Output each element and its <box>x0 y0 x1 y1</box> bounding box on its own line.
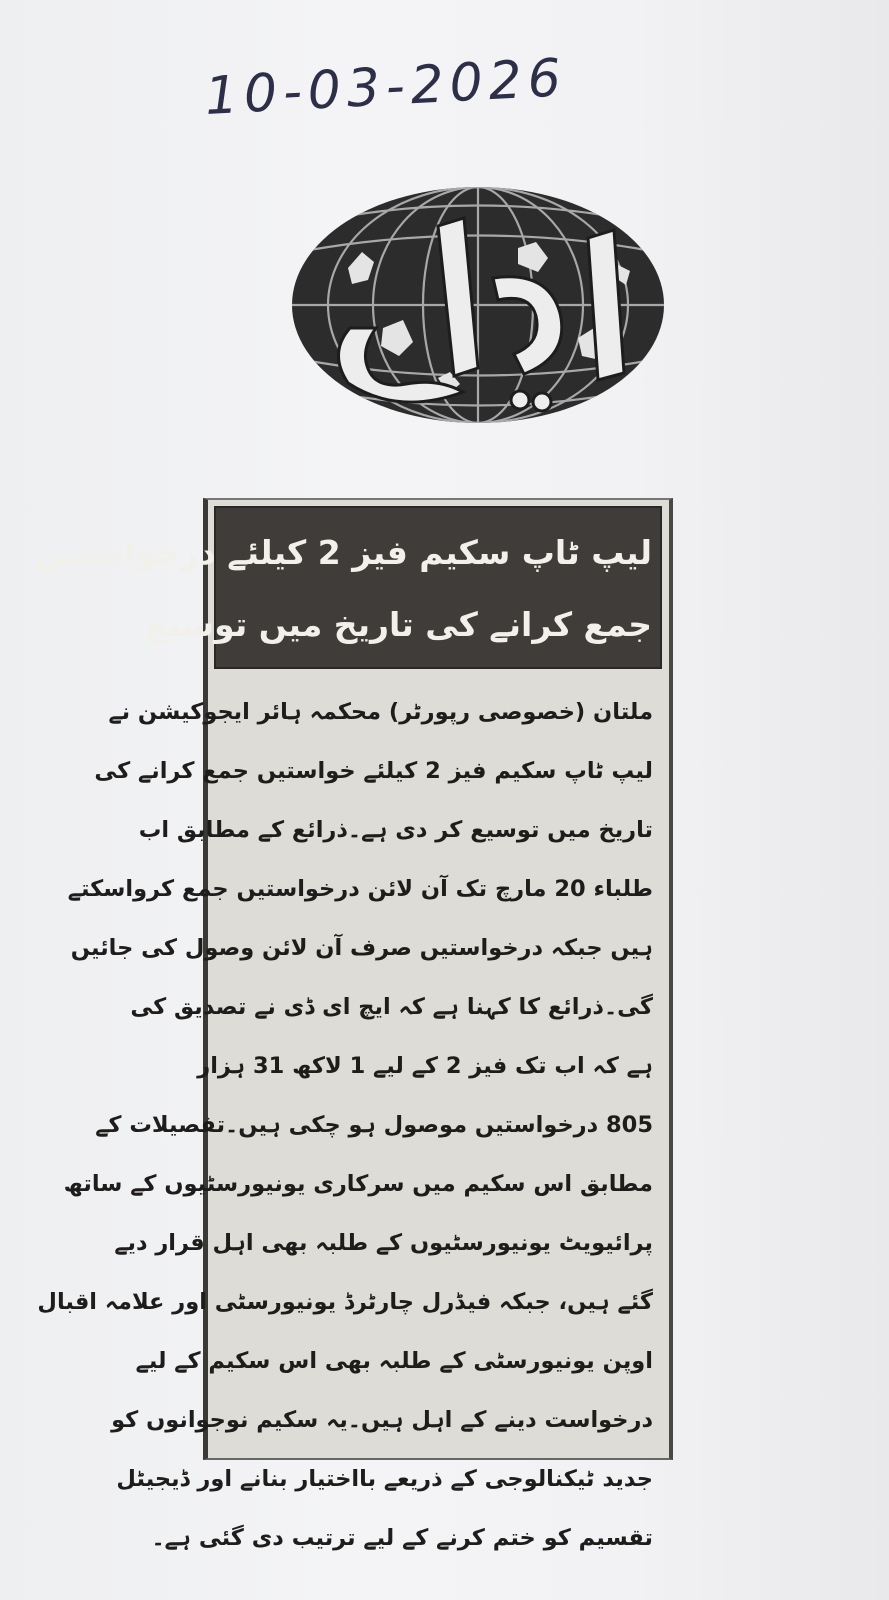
body-line: ملتان (خصوصی رپورٹر) محکمہ ہائر ایجوکیشن نے <box>108 699 653 725</box>
body-line: درخواست دینے کے اہل ہیں۔یہ سکیم نوجوانوں کو <box>111 1407 653 1433</box>
headline-line: لیپ ٹاپ سکیم فیز 2 کیلئے درخواستیں <box>35 533 652 572</box>
news-clipping <box>35 498 673 1551</box>
handwritten-date: 10-03-2026 <box>203 48 569 127</box>
body-line-last: تقسیم کو ختم کرنے کے لیے ترتیب دی گئی ہے۔ <box>151 1525 653 1551</box>
body-line: اوپن یونیورسٹی کے طلبہ بھی اس سکیم کے لیے <box>135 1348 653 1374</box>
body-line: مطابق اس سکیم میں سرکاری یونیورسٹیوں کے ساتھ <box>63 1171 653 1197</box>
body-line: ہیں جبکہ درخواستیں صرف آن لائن وصول کی جائیں <box>70 935 653 961</box>
body-line: گی۔ذرائع کا کہنا ہے کہ ایچ ای ڈی نے تصدیق کی <box>130 994 653 1020</box>
body-line: ہے کہ اب تک فیز 2 کے لیے 1 لاکھ 31 ہزار <box>197 1053 653 1079</box>
body-line: 805 درخواستیں موصول ہو چکی ہیں۔تفصیلات کے <box>95 1112 653 1138</box>
body-line: جدید ٹیکنالوجی کے ذریعے بااختیار بنانے اور ڈیجیٹل <box>116 1466 653 1492</box>
body-line: پرائیویٹ یونیورسٹیوں کے طلبہ بھی اہل قرار دیے <box>114 1230 653 1256</box>
headline-box <box>35 506 662 669</box>
body-line: گئے ہیں، جبکہ فیڈرل چارٹرڈ یونیورسٹی اور علامہ اقبال <box>37 1289 653 1315</box>
body-line: تاریخ میں توسیع کر دی ہے۔ذرائع کے مطابق اب <box>138 817 653 843</box>
dunya-logo <box>288 178 678 433</box>
article-body <box>37 683 659 1568</box>
body-line: طلباء 20 مارچ تک آن لائن درخواستیں جمع کرواسکتے <box>67 876 653 902</box>
headline-line: جمع کرانے کی تاریخ میں توسیع <box>145 605 652 644</box>
body-line: لیپ ٹاپ سکیم فیز 2 کیلئے خواستیں جمع کرانے کی <box>94 758 653 784</box>
